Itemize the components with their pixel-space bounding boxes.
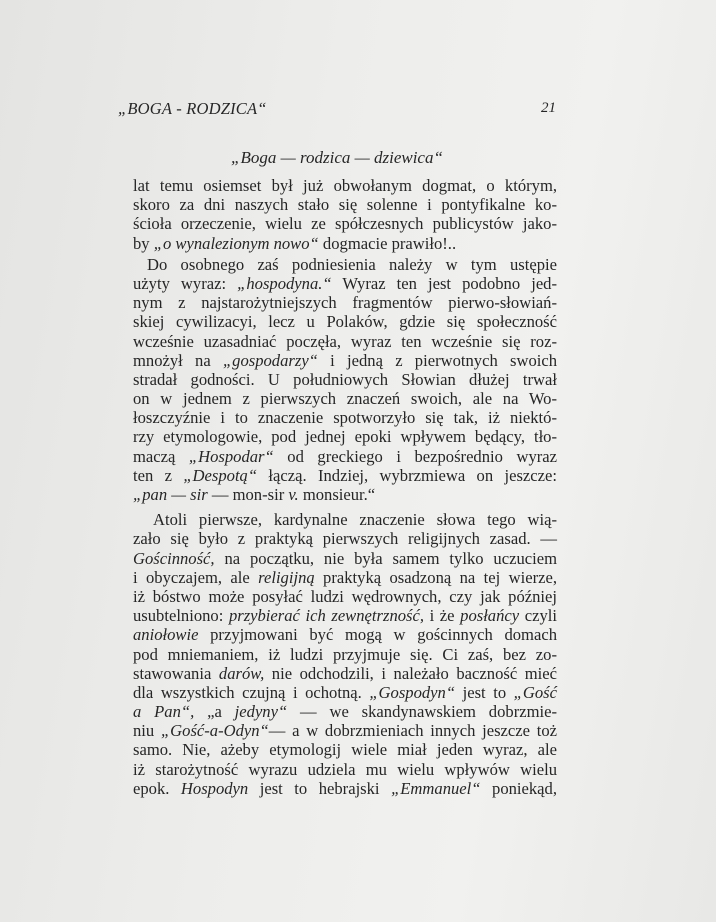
paragraph	[133, 510, 557, 798]
text-line	[133, 529, 557, 548]
text-line	[133, 176, 557, 195]
body-text	[133, 176, 557, 798]
page-number: 21	[541, 100, 556, 116]
text: rzy etymologowie, pod jednej epoki wpływem będący, tło-	[133, 427, 557, 447]
italic-text: v.	[288, 485, 299, 504]
text-line	[133, 485, 557, 504]
italic-text: „Despotą“	[183, 465, 258, 485]
text: Wyraz ten jest podobno jed-	[331, 273, 558, 293]
text: lat temu osiemset był już obwołanym dogmat, o którym,	[133, 176, 557, 195]
text-line	[133, 370, 557, 389]
italic-text: „Gość	[513, 682, 558, 702]
text-line	[133, 779, 557, 798]
text: zało się było z praktyką pierwszych religijnych zasad. —	[133, 529, 557, 549]
text-line	[133, 702, 557, 721]
text: nie odchodzili, i należało baczność mieć	[264, 663, 557, 683]
text: epok.	[133, 778, 181, 798]
italic-text: „Gość-a-Odyn“	[160, 721, 269, 741]
text: iż bóstwo może posyłać ludzi wędrownych, czy jak później	[133, 586, 557, 606]
page-header	[118, 99, 556, 119]
text: przyjmowani być mogą w gościnnych domach	[198, 625, 557, 645]
running-title: „BOGA - RODZICA“	[118, 99, 267, 118]
text: skiej cywilizacyi, lecz u Polaków, gdzie się społeczność	[133, 312, 557, 332]
text: — a w dobrzmieniach innych jeszcze toż	[268, 721, 557, 741]
italic-text: „pan — sir	[133, 485, 208, 504]
text-line	[133, 195, 557, 214]
italic-text: przybierać ich zewnętrzność,	[228, 606, 425, 626]
italic-text: „gospodarzy“	[222, 350, 318, 370]
text: niu	[133, 721, 161, 741]
text-line	[133, 293, 557, 312]
text-line	[133, 510, 557, 529]
text-line	[133, 234, 557, 253]
text-line	[133, 408, 557, 427]
text: użyty wyraz:	[133, 273, 238, 293]
chapter-title: „Boga — rodzica — dziewica“	[231, 148, 443, 167]
text: nym z najstarożytniejszych fragmentów pierwo-słowiań-	[133, 293, 557, 313]
italic-text: „o wynalezionym nowo“	[153, 233, 319, 253]
text-line	[133, 274, 557, 293]
text-line	[133, 587, 557, 606]
text: dla wszystkich czujną i ochotną.	[133, 682, 370, 702]
italic-text: darów,	[218, 663, 265, 683]
paragraph	[133, 255, 557, 504]
text-line	[133, 664, 557, 683]
text: by	[133, 233, 154, 253]
text-line	[133, 389, 557, 408]
text-line	[133, 255, 557, 274]
italic-text: aniołowie	[133, 625, 199, 645]
italic-text: religijną	[258, 567, 315, 587]
italic-text: „Hospodar“	[188, 446, 274, 466]
text-line	[133, 447, 557, 466]
text-line	[133, 549, 557, 568]
paragraph	[133, 176, 557, 253]
text: jest to	[455, 682, 514, 702]
text-line	[133, 466, 557, 485]
text: na początku, nie była samem tylko uczuciem	[214, 548, 557, 568]
text-line	[133, 606, 557, 625]
text: Do osobnego zaś podniesienia należy w tym ustępie	[147, 254, 557, 274]
text-line	[133, 645, 557, 664]
italic-text: posłańcy	[460, 606, 520, 626]
text-line	[133, 760, 557, 779]
text: monsieur.“	[298, 485, 376, 504]
text-line	[133, 721, 557, 740]
text: pod mniemaniem, iż ludzi przyjmuje się. Ci zaś, bez zo-	[133, 644, 557, 664]
text: i jedną z pierwotnych swoich	[317, 350, 558, 370]
text: — mon-sir	[207, 485, 289, 504]
text-line	[133, 351, 557, 370]
text: mnożył na	[133, 350, 223, 370]
italic-text: Hospodyn	[180, 778, 249, 798]
text-line	[133, 312, 557, 331]
text: i że	[424, 606, 461, 626]
text: maczą	[133, 446, 189, 466]
text-line	[133, 740, 557, 759]
text: — we skandynawskiem dobrzmie-	[287, 702, 557, 722]
text: poniekąd,	[480, 778, 557, 798]
text-line	[133, 568, 557, 587]
text: praktyką osadzoną na tej wierze,	[314, 567, 557, 587]
text: skoro za dni naszych stało się solenne i pontyfikalne ko-	[133, 195, 557, 215]
text: ten z	[133, 465, 184, 485]
text: stradał godności. U południowych Słowian dłużej trwał	[133, 369, 557, 389]
text: stawowania	[133, 663, 219, 683]
text: od greckiego i bezpośrednio wyraz	[273, 446, 557, 466]
text: „a	[194, 702, 235, 722]
text: usubtelniono:	[133, 606, 229, 626]
text: czyli	[519, 606, 557, 626]
italic-text: a Pan“,	[133, 702, 195, 722]
italic-text: „hospodyna.“	[237, 273, 332, 293]
text: on w jednem z pierwszych znaczeń swoich, ale na Wo-	[133, 389, 557, 409]
text: iż starożytność wyrazu udziela mu wielu wpływów wielu	[133, 759, 557, 779]
italic-text: Gościnność,	[133, 548, 215, 568]
text-line	[133, 625, 557, 644]
text: wcześnie uzasadniać poczęła, wyraz ten wcześnie się roz-	[133, 331, 557, 351]
text: łączą. Indziej, wybrzmiewa on jeszcze:	[257, 465, 557, 485]
italic-text: „Emmanuel“	[391, 778, 481, 798]
italic-text: jedyny“	[234, 702, 288, 722]
text: i obyczajem, ale	[133, 567, 259, 587]
text-line	[133, 427, 557, 446]
text: łoszczyźnie i to znaczenie spotworzyło się tak, iż niektó-	[133, 408, 557, 428]
text: dogmacie prawiło!..	[318, 233, 457, 253]
text: Atoli pierwsze, kardynalne znaczenie słowa tego wią-	[153, 510, 557, 530]
text: samo. Nie, ażeby etymologij wiele miał jeden wyraz, ale	[133, 740, 557, 760]
text-line	[133, 214, 557, 233]
text: jest to hebrajski	[248, 778, 392, 798]
text-line	[133, 683, 557, 702]
text: ścioła orzeczenie, wielu ze spółczesnych publicystów jako-	[133, 214, 557, 234]
italic-text: „Gospodyn“	[369, 682, 456, 702]
text-line	[133, 332, 557, 351]
